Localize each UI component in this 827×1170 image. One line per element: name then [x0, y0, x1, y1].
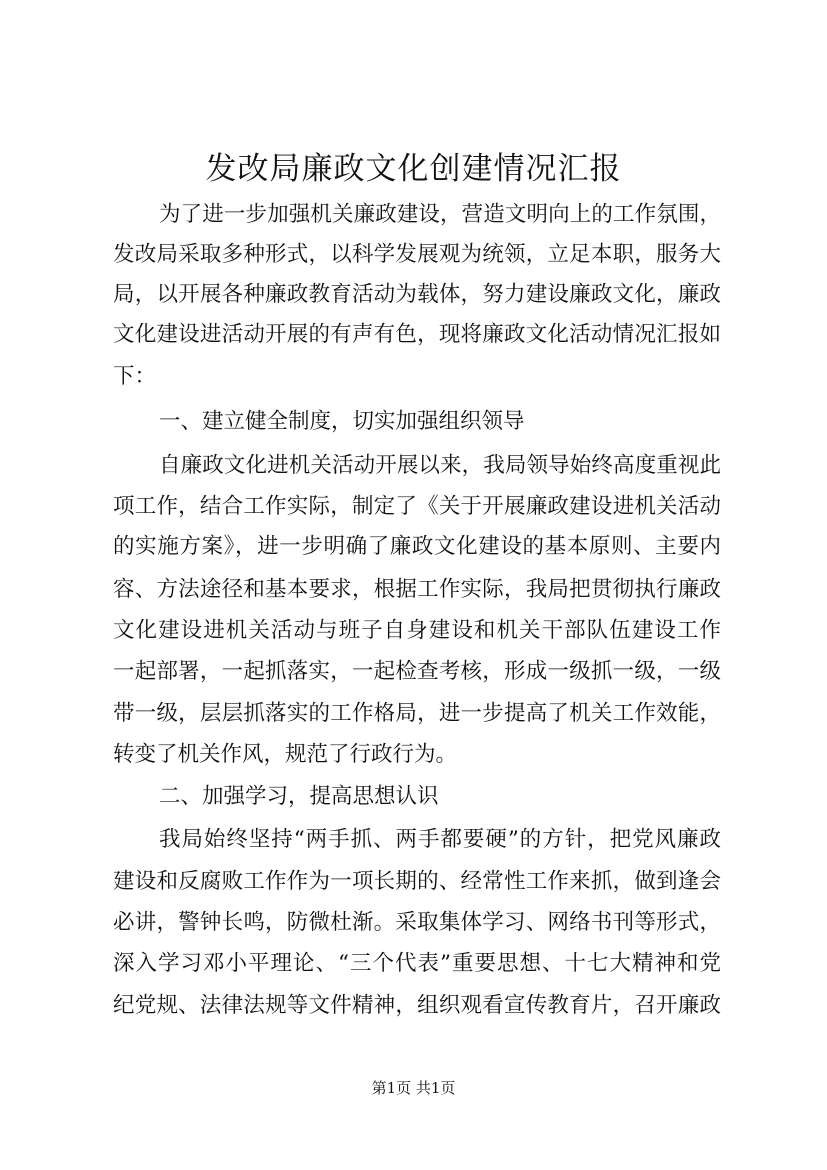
paragraph-line: 一起部署，一起抓落实，一起检查考核，形成一级抓一级，一级	[113, 659, 721, 684]
paragraph-line: 局，以开展各种廉政教育活动为载体，努力建设廉政文化，廉政	[113, 282, 721, 307]
section-heading: 二、加强学习，提高思想认识	[159, 784, 439, 809]
paragraph-line: 深入学习邓小平理论、“三个代表”重要思想、十七大精神和党	[113, 951, 721, 976]
paragraph-line: 转变了机关作风，规范了行政行为。	[113, 742, 458, 767]
paragraph-line: 项工作，结合工作实际，制定了《关于开展廉政建设进机关活动	[113, 494, 721, 519]
paragraph-line: 文化建设进活动开展的有声有色，现将廉政文化活动情况汇报如	[113, 322, 721, 347]
paragraph-line: 建设和反腐败工作作为一项长期的、经常性工作来抓，做到逢会	[113, 869, 721, 894]
document-title: 发改局廉政文化创建情况汇报	[205, 151, 622, 187]
paragraph-line: 带一级，层层抓落实的工作格局，进一步提高了机关工作效能，	[113, 701, 721, 726]
page-number-footer: 第1页 共1页	[371, 1079, 456, 1097]
paragraph-line: 发改局采取多种形式，以科学发展观为统领，立足本职，服务大	[113, 242, 721, 267]
paragraph-line: 纪党规、法律法规等文件精神，组织观看宣传教育片，召开廉政	[113, 993, 721, 1018]
section-heading: 一、建立健全制度，切实加强组织领导	[159, 409, 525, 434]
paragraph-line: 容、方法途径和基本要求，根据工作实际，我局把贯彻执行廉政	[113, 577, 721, 602]
paragraph-line: 必讲，警钟长鸣，防微杜渐。采取集体学习、网络书刊等形式，	[113, 910, 721, 935]
paragraph-line: 下：	[113, 364, 157, 389]
paragraph-line: 为了进一步加强机关廉政建设，营造文明向上的工作氛围，	[159, 202, 721, 227]
paragraph-line: 我局始终坚持“两手抓、两手都要硬”的方针，把党风廉政	[159, 827, 721, 852]
paragraph-line: 自廉政文化进机关活动开展以来，我局领导始终高度重视此	[159, 453, 721, 478]
paragraph-line: 的实施方案》，进一步明确了廉政文化建设的基本原则、主要内	[113, 534, 721, 559]
paragraph-line: 文化建设进机关活动与班子自身建设和机关干部队伍建设工作	[113, 618, 721, 643]
